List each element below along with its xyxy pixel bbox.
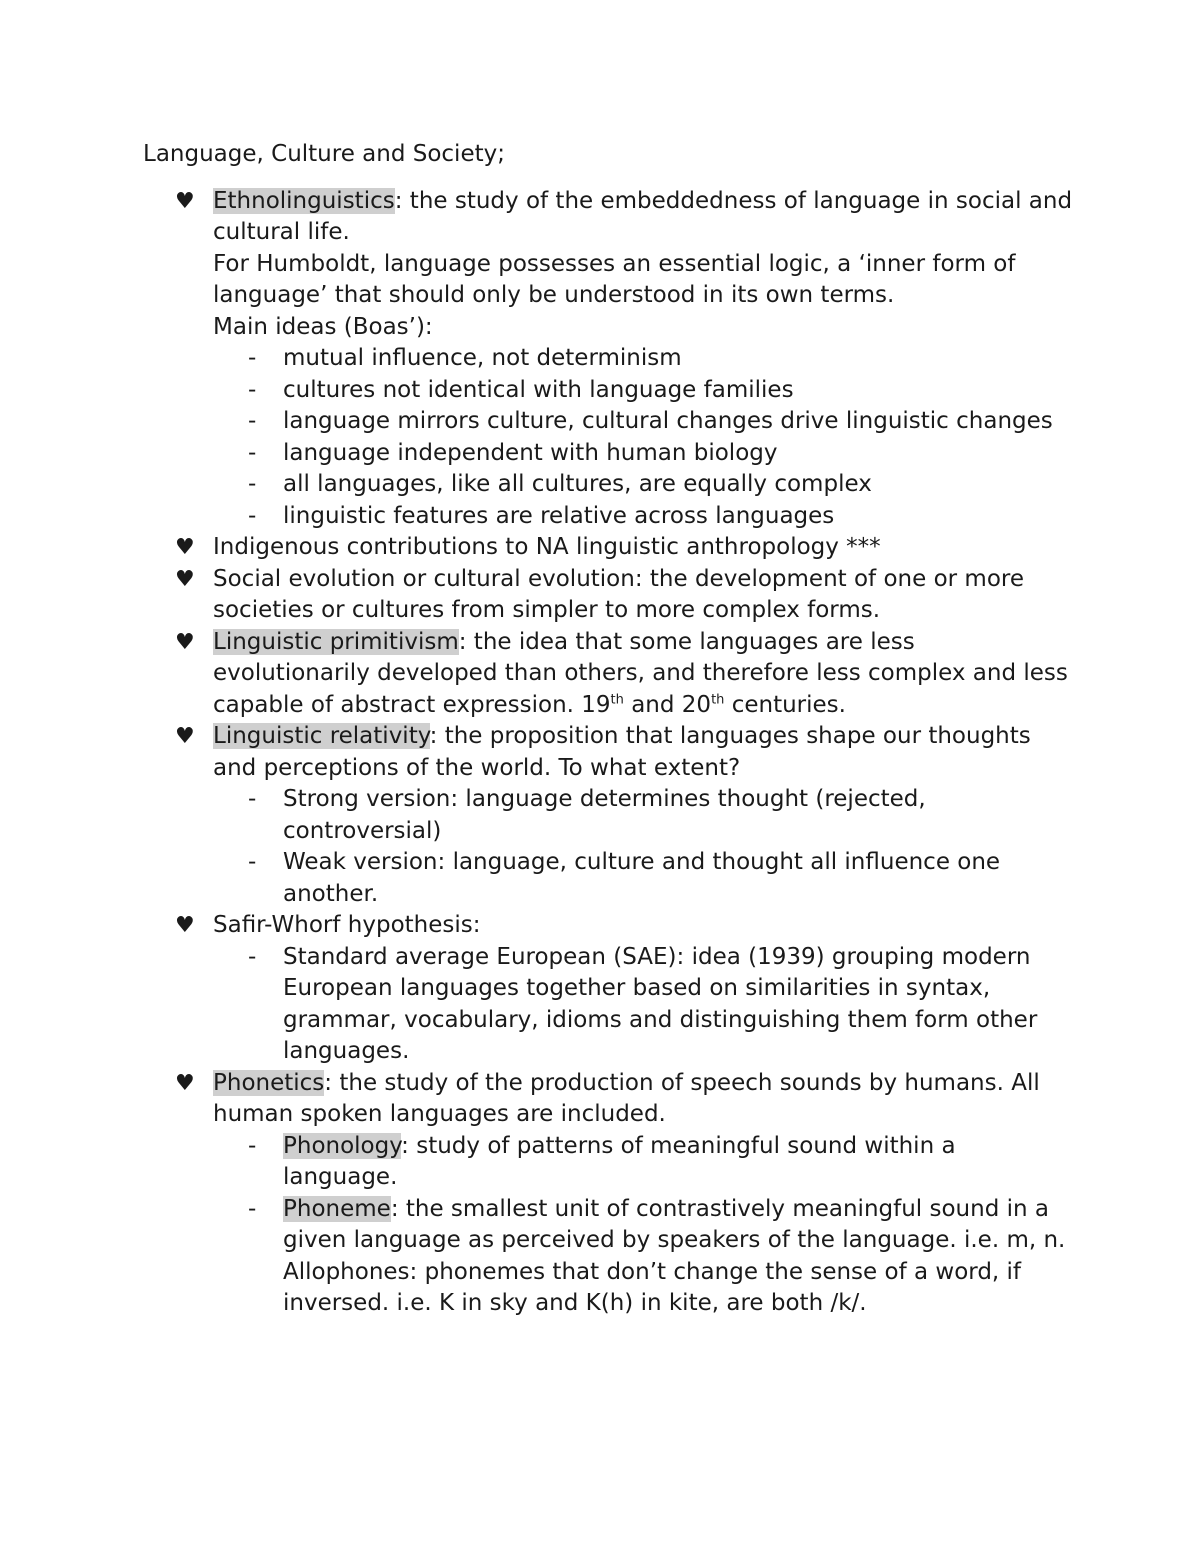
bullet-paragraph: Phonetics: the study of the production of speech sounds by humans. All human spoken languages are included. <box>213 1069 1040 1127</box>
sub-item: - linguistic features are relative across languages <box>213 501 1073 533</box>
bullet-linguistic-primitivism <box>143 627 1073 722</box>
bullet-social-evolution <box>143 564 1073 627</box>
sub-paragraph: Allophones: phonemes that don’t change the sense of a word, if inversed. i.e. K in sky and K(h) in kite, are both /k/. <box>283 1258 1022 1316</box>
bullet-linguistic-relativity <box>143 721 1073 910</box>
dash-bullet-icon: - <box>248 1195 257 1222</box>
highlighted-term: Phonetics <box>213 1069 325 1096</box>
document-body <box>143 139 1073 1320</box>
sub-item: - language independent with human biology <box>213 438 1073 470</box>
bullet-phonetics <box>143 1068 1073 1320</box>
dash-bullet-icon: - <box>248 786 257 812</box>
dash-bullet-icon: - <box>248 376 257 403</box>
bullet-paragraph: Social evolution or cultural evolution: the development of one or more societies or cultures from simpler to more complex forms. <box>213 565 1024 623</box>
page-title: Language, Culture and Society; <box>143 141 505 167</box>
bullet-indigenous-contributions <box>143 532 1073 564</box>
heart-bullet-icon: ♥ <box>175 724 195 749</box>
dash-bullet-icon: - <box>248 502 257 529</box>
bullet-paragraph: Main ideas (Boas’): <box>213 313 433 340</box>
sub-item: - mutual influence, not determinism <box>213 343 1073 375</box>
term-definition: : the study of the embeddedness of language in social and cultural life. <box>213 187 1073 245</box>
heart-bullet-icon: ♥ <box>175 1070 195 1096</box>
dash-bullet-icon: - <box>248 943 257 970</box>
highlighted-term: Linguistic relativity <box>213 723 430 749</box>
superscript: th <box>610 691 624 707</box>
heart-bullet-icon: ♥ <box>175 188 195 214</box>
heart-bullet-icon: ♥ <box>175 566 195 592</box>
sub-item: - Standard average European (SAE): idea (1939) grouping modern European languages together based on similarities in syntax, grammar, vocabulary, idioms and distinguishing them form other languages. <box>248 943 1038 1064</box>
sub-item: - Phoneme: the smallest unit of contrastively meaningful sound in a given language as perceived by speakers of the language. i.e. m, n. Allophones: phonemes that don’t change the sense of a word, if inversed. i.e. K in sky and K(h) in kite, are both /k/. <box>213 1194 1073 1320</box>
sub-item: - language mirrors culture, cultural changes drive linguistic changes <box>213 406 1073 438</box>
sub-item: - Phonology: study of patterns of meaningful sound within a language. <box>248 1132 956 1190</box>
heart-bullet-icon: ♥ <box>175 629 195 655</box>
bullet-list <box>143 186 1073 1320</box>
dash-bullet-icon: - <box>248 345 257 371</box>
heart-bullet-icon: ♥ <box>175 913 195 938</box>
sub-list <box>213 942 1073 1068</box>
sub-list <box>213 784 1073 910</box>
sub-list <box>213 343 1073 532</box>
bullet-paragraph: Linguistic primitivism: the idea that some languages are less evolutionarily developed than others, and therefore less complex and less capable of abstract expression. 19th and 20th centuries. <box>213 628 1068 718</box>
dash-bullet-icon: - <box>248 849 257 875</box>
heart-bullet-icon: ♥ <box>175 535 195 560</box>
highlighted-term: Phoneme <box>283 1195 391 1222</box>
bullet-paragraph <box>213 186 1073 249</box>
highlighted-term: Phonology <box>283 1132 402 1159</box>
highlighted-term: Linguistic primitivism <box>213 628 459 655</box>
sub-list <box>213 1131 1073 1320</box>
dash-bullet-icon: - <box>248 408 257 434</box>
dash-bullet-icon: - <box>248 471 257 497</box>
bullet-paragraph: Linguistic relativity: the proposition that languages shape our thoughts and perceptions of the world. To what extent? <box>213 723 1031 781</box>
bullet-paragraph: For Humboldt, language possesses an essential logic, a ‘inner form of language’ that should only be understood in its own terms. <box>213 250 1016 308</box>
sub-item: - Weak version: language, culture and thought all influence one another. <box>248 849 1001 907</box>
bullet-paragraph: Safir-Whorf hypothesis: <box>213 912 481 938</box>
dash-bullet-icon: - <box>248 439 257 466</box>
bullet-ethnolinguistics <box>143 186 1073 533</box>
sub-item: - cultures not identical with language families <box>213 375 1073 407</box>
superscript: th <box>711 691 725 707</box>
bullet-paragraph: Indigenous contributions to NA linguistic anthropology *** <box>213 534 881 560</box>
highlighted-term: Ethnolinguistics <box>213 187 395 214</box>
bullet-safir-whorf <box>143 910 1073 1068</box>
sub-item: - Strong version: language determines thought (rejected, controversial) <box>248 786 926 844</box>
sub-item: - all languages, like all cultures, are equally complex <box>213 469 1073 501</box>
dash-bullet-icon: - <box>248 1132 257 1159</box>
